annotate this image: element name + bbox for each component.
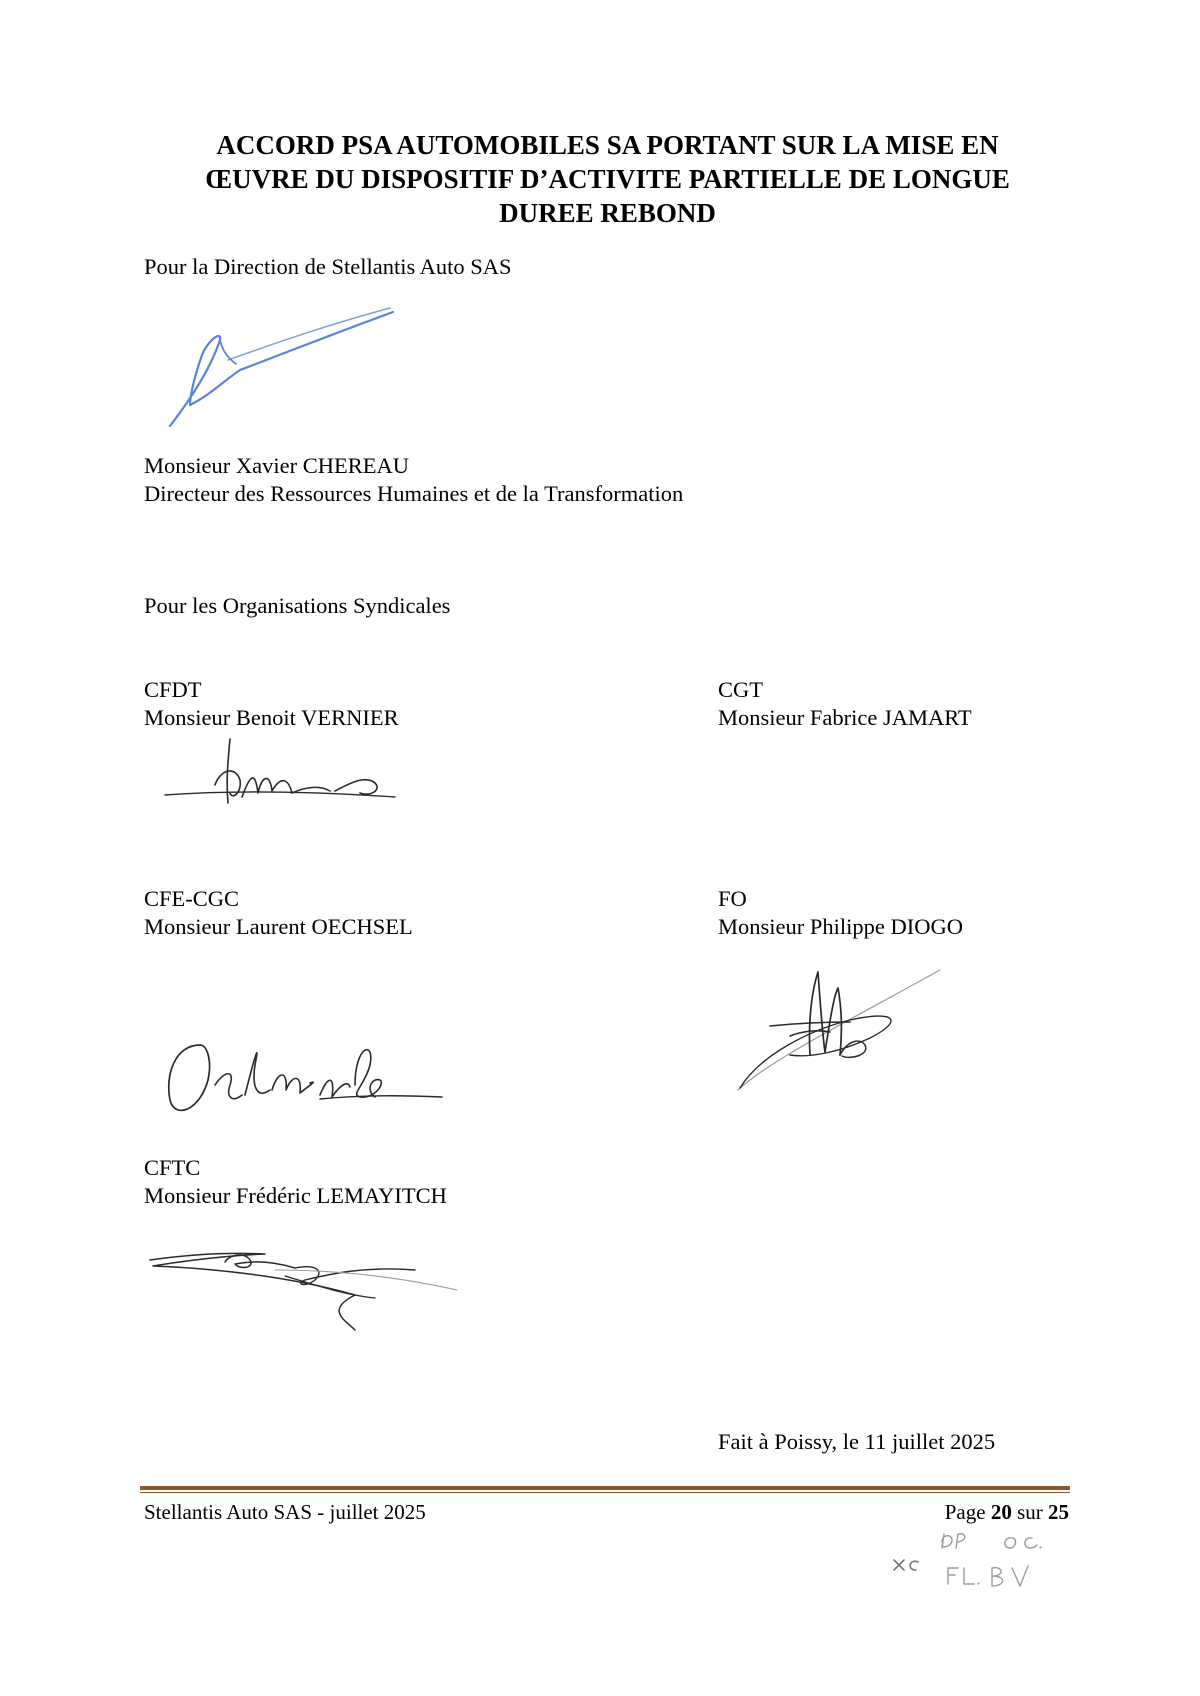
cfdt-org: CFDT <box>144 677 202 702</box>
footer-left: Stellantis Auto SAS - juillet 2025 <box>144 1500 426 1524</box>
page-current: 20 <box>990 1500 1012 1524</box>
initials-xc <box>894 1560 918 1570</box>
cftc-org: CFTC <box>144 1155 201 1180</box>
title-line-2: ŒUVRE DU DISPOSITIF D’ACTIVITE PARTIELLE DE LONGUE <box>205 164 1010 194</box>
document-title <box>140 128 1075 230</box>
cgt-org: CGT <box>718 677 763 702</box>
signature-cfecgc <box>160 1025 450 1125</box>
initials-fl <box>948 1568 979 1584</box>
cgt-name: Monsieur Fabrice JAMART <box>718 705 972 730</box>
initials-bv <box>992 1566 1028 1586</box>
fo-name: Monsieur Philippe DIOGO <box>718 914 963 939</box>
footer-rule-thin <box>140 1492 1070 1493</box>
place-date: Fait à Poissy, le 11 juillet 2025 <box>718 1429 996 1454</box>
page-prefix: Page <box>944 1500 991 1524</box>
fo-org: FO <box>718 886 747 911</box>
signature-fo <box>730 960 950 1095</box>
direction-heading: Pour la Direction de Stellantis Auto SAS <box>144 254 512 279</box>
cftc-name: Monsieur Frédéric LEMAYITCH <box>144 1183 447 1208</box>
signature-cftc <box>145 1240 465 1335</box>
direction-signatory-name: Monsieur Xavier CHEREAU <box>144 453 409 478</box>
handwritten-initials <box>880 1528 1060 1598</box>
cfecgc-org: CFE-CGC <box>144 886 240 911</box>
page-separator: sur <box>1011 1500 1048 1524</box>
page-number <box>945 1498 1069 1526</box>
initials-dp <box>942 1534 965 1548</box>
cfdt-name: Monsieur Benoit VERNIER <box>144 705 399 730</box>
direction-signatory-role: Directeur des Ressources Humaines et de la Transformation <box>144 481 684 506</box>
footer-rule <box>140 1486 1070 1490</box>
title-line-3: DUREE REBOND <box>499 198 716 228</box>
unions-heading: Pour les Organisations Syndicales <box>144 593 451 618</box>
signature-cfdt <box>160 735 410 810</box>
page-total: 25 <box>1048 1500 1069 1524</box>
initials-oc <box>1005 1538 1041 1548</box>
signature-direction <box>150 300 410 435</box>
title-line-1: ACCORD PSA AUTOMOBILES SA PORTANT SUR LA MISE EN <box>216 130 999 160</box>
cfecgc-name: Monsieur Laurent OECHSEL <box>144 914 413 939</box>
